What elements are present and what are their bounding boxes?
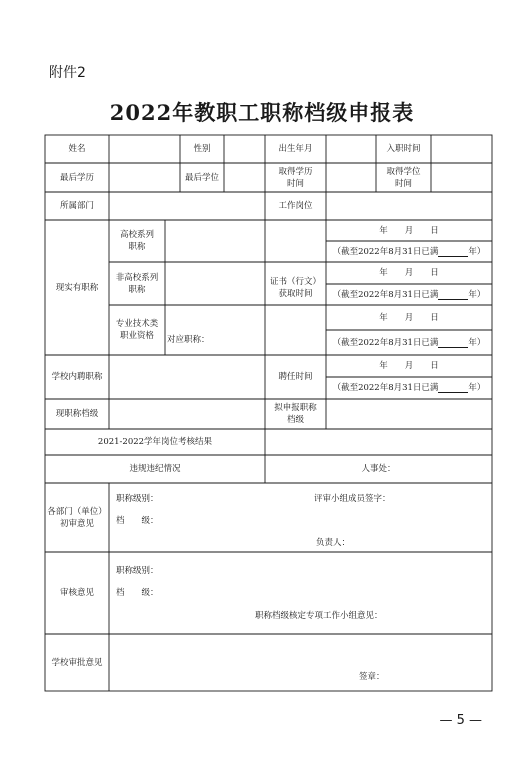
name-label: 姓名	[68, 144, 86, 154]
date-line: 年 月 日	[379, 361, 439, 371]
hire-time-label: 聘任时间	[278, 372, 313, 382]
panel-signature-label: 评审小组成员签字：	[314, 494, 391, 504]
department-label: 所属部门	[59, 201, 94, 211]
degree-time-label: 取得学位 时间	[386, 166, 421, 189]
group-opinion-label: 职称档级核定专项工作小组意见：	[255, 611, 383, 621]
date-line: 年 月 日	[379, 268, 439, 278]
school-approval-label: 学校审批意见	[51, 657, 103, 668]
attachment-label: 附件2	[49, 65, 86, 81]
current-level-label: 现职称档级	[55, 409, 99, 419]
hr-label: 人事处：	[361, 464, 396, 474]
apply-level-label: 拟申报职称 档级	[274, 403, 317, 425]
seal-label: 签章：	[359, 672, 385, 682]
review-opinion-label: 审核意见	[59, 588, 94, 598]
certificate-time-label: 证书（行文） 获取时间	[269, 276, 321, 299]
current-title-label: 现实有职称	[55, 282, 99, 293]
violation-label: 违规违纪情况	[129, 464, 181, 474]
department-opinion-label: 各部门（单位） 初审意见	[47, 506, 107, 529]
rank-label: 职称级别：	[116, 494, 159, 504]
post-label: 工作岗位	[278, 201, 313, 211]
form-title: 2022年教职工职称档级申报表	[109, 100, 415, 125]
education-time-label: 取得学历 时间	[278, 166, 313, 189]
as-of-line: （截至2022年8月31日已满 年）	[332, 246, 486, 257]
assessment-label: 2021-2022学年岗位考核结果	[97, 437, 213, 447]
birth-label: 出生年月	[278, 144, 313, 154]
corresponding-title-label: 对应职称：	[167, 335, 210, 345]
level-label: 档 级：	[116, 588, 159, 598]
as-of-line: （截至2022年8月31日已满 年）	[332, 383, 486, 393]
page-number: — 5 —	[439, 713, 482, 728]
date-line: 年 月 日	[379, 225, 439, 236]
degree-label: 最后学位	[184, 172, 219, 183]
as-of-line: （截至2022年8月31日已满 年）	[332, 289, 486, 300]
date-line: 年 月 日	[379, 312, 439, 323]
level-label: 档 级：	[116, 516, 159, 526]
college-title-label: 高校系列 职称	[119, 230, 154, 252]
internal-title-label: 学校内聘职称	[51, 372, 103, 382]
rank-label: 职称级别：	[116, 566, 159, 576]
noncollege-title-label: 非高校系列 职称	[115, 272, 159, 295]
education-label: 最后学历	[59, 172, 94, 183]
as-of-line: （截至2022年8月31日已满 年）	[332, 337, 486, 348]
entry-time-label: 入职时间	[386, 144, 421, 154]
head-label: 负责人：	[316, 538, 351, 548]
professional-qualification-label: 专业技术类 职业资格	[115, 319, 159, 341]
gender-label: 性别	[193, 144, 211, 154]
